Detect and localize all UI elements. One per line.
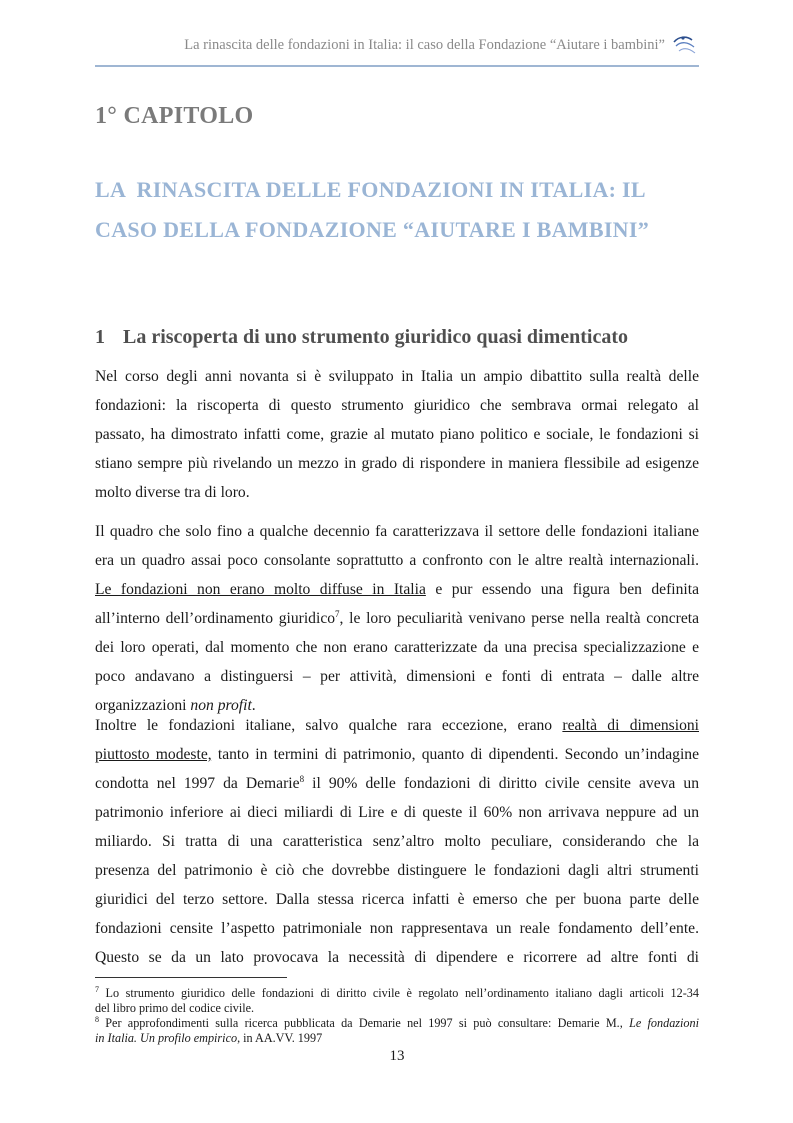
- underlined-text: Le fondazioni non erano molto diffuse in Italia: [95, 581, 426, 598]
- underlined-text: piuttosto modeste,: [95, 746, 212, 763]
- swirl-logo-icon: [671, 34, 697, 56]
- section-heading: [95, 326, 699, 349]
- text-line: Il quadro che solo fino a qualche decennio fa caratterizzava il settore delle fondazioni italiane: [95, 523, 699, 540]
- footnotes: [95, 986, 699, 1046]
- chapter-label: 1° CAPITOLO: [95, 103, 254, 129]
- running-header-text: La rinascita delle fondazioni in Italia: il caso della Fondazione “Aiutare i bambini”: [184, 37, 665, 53]
- text-line: miliardo. Si tratta di una caratteristica senz’altro molto peculiare, considerando che la: [95, 833, 699, 850]
- text-run: il 90% delle fondazioni di diritto civile censite aveva un: [304, 775, 699, 792]
- text-line: Questo se da un lato provocava la necessità di dipendere e ricorrere ad altre fonti di: [95, 949, 699, 966]
- footnote-ref: 7: [335, 608, 340, 619]
- chapter-title: [95, 170, 699, 250]
- footnote-mark: 7: [95, 986, 99, 994]
- underlined-text: realtà di dimensioni: [562, 717, 699, 734]
- text-line: [95, 604, 699, 633]
- section-number: 1: [95, 326, 105, 348]
- text-run: e pur essendo una figura ben definita: [425, 581, 699, 598]
- text-line: dei loro operati, dal momento che non erano caratterizzate da una precisa specializzazione e: [95, 639, 699, 656]
- text-line: era un quadro assai poco consolante soprattutto a confronto con le altre realtà internazionali.: [95, 552, 699, 569]
- chapter-title-line: CASO DELLA FONDAZIONE “AIUTARE I BAMBINI”: [95, 217, 650, 242]
- footnote-7: [95, 986, 699, 1001]
- text-run: Per approfondimenti sulla ricerca pubblicata da Demarie nel 1997 si può consultare: Demarie M.,: [99, 1016, 630, 1030]
- chapter-title-line: LA RINASCITA DELLE FONDAZIONI IN ITALIA: IL: [95, 177, 646, 202]
- header-rule: [95, 65, 699, 67]
- text-run: Inoltre le fondazioni italiane, salvo qualche rara eccezione, erano: [95, 717, 563, 734]
- text-run: condotta nel 1997 da Demarie: [95, 775, 300, 792]
- text-run: all’interno dell’ordinamento giuridico: [95, 610, 336, 627]
- text-line: fondazioni censite l’aspetto patrimoniale non rappresentava un reale fondamento dell’ente.: [95, 920, 699, 937]
- body-paragraph: [95, 711, 699, 972]
- text-line: passato, ha dimostrato infatti come, grazie al mutato piano politico e sociale, le fondazioni si: [95, 426, 699, 443]
- text-line: giuridici del terzo settore. Dalla stessa ricerca infatti è emerso che per buona parte delle: [95, 891, 699, 908]
- body-paragraph: [95, 362, 699, 507]
- body-paragraph: [95, 517, 699, 720]
- text-line: patrimonio inferiore ai dieci miliardi di Lire e di queste il 60% non arrivava neppure ad un: [95, 804, 699, 821]
- text-run: .: [251, 697, 256, 714]
- text-run: , le loro peculiarità venivano perse nella realtà concreta: [339, 610, 699, 627]
- text-line: [95, 769, 699, 798]
- text-line: molto diverse tra di loro.: [95, 484, 250, 501]
- text-line: poco andavano a distinguersi – per attività, dimensioni e fonti di entrata – dalle altre: [95, 668, 699, 685]
- text-run: , in AA.VV. 1997: [237, 1031, 323, 1045]
- section-title: La riscoperta di uno strumento giuridico quasi dimenticato: [123, 326, 629, 348]
- text-line: [95, 740, 699, 769]
- text-run: organizzazioni: [95, 697, 191, 714]
- footnote-8: [95, 1016, 699, 1031]
- footnote-8-cont: [95, 1031, 699, 1046]
- text-line: Nel corso degli anni novanta si è sviluppato in Italia un ampio dibattito sulla realtà delle: [95, 368, 699, 385]
- italic-text: Le fondazioni: [629, 1016, 699, 1030]
- text-line: stiano sempre più rivelando un mezzo in grado di rispondere in maniera flessibile ad esigenze: [95, 455, 699, 472]
- text-line: [95, 575, 699, 604]
- text-line: fondazioni: la riscoperta di questo strumento giuridico che sembrava ormai relegato al: [95, 397, 699, 414]
- text-run: Lo strumento giuridico delle fondazioni di diritto civile è regolato nell’ordinamento italiano dagli articoli 12-34: [99, 986, 699, 1000]
- footnote-7-cont: del libro primo del codice civile.: [95, 1001, 255, 1015]
- footnote-rule: [95, 977, 287, 978]
- running-header: [95, 30, 699, 68]
- text-line: presenza del patrimonio è ciò che dovrebbe distinguere le fondazioni dagli altri strumenti: [95, 862, 699, 879]
- text-run: tanto in termini di patrimonio, quanto di dipendenti. Secondo un’indagine: [211, 746, 699, 763]
- italic-text: in Italia. Un profilo empirico: [95, 1031, 238, 1045]
- page-number: 13: [389, 1048, 405, 1064]
- footnote-ref: 8: [299, 773, 305, 784]
- footnote-mark: 8: [95, 1016, 99, 1024]
- text-line: [95, 711, 699, 740]
- italic-text: non profit: [190, 697, 252, 714]
